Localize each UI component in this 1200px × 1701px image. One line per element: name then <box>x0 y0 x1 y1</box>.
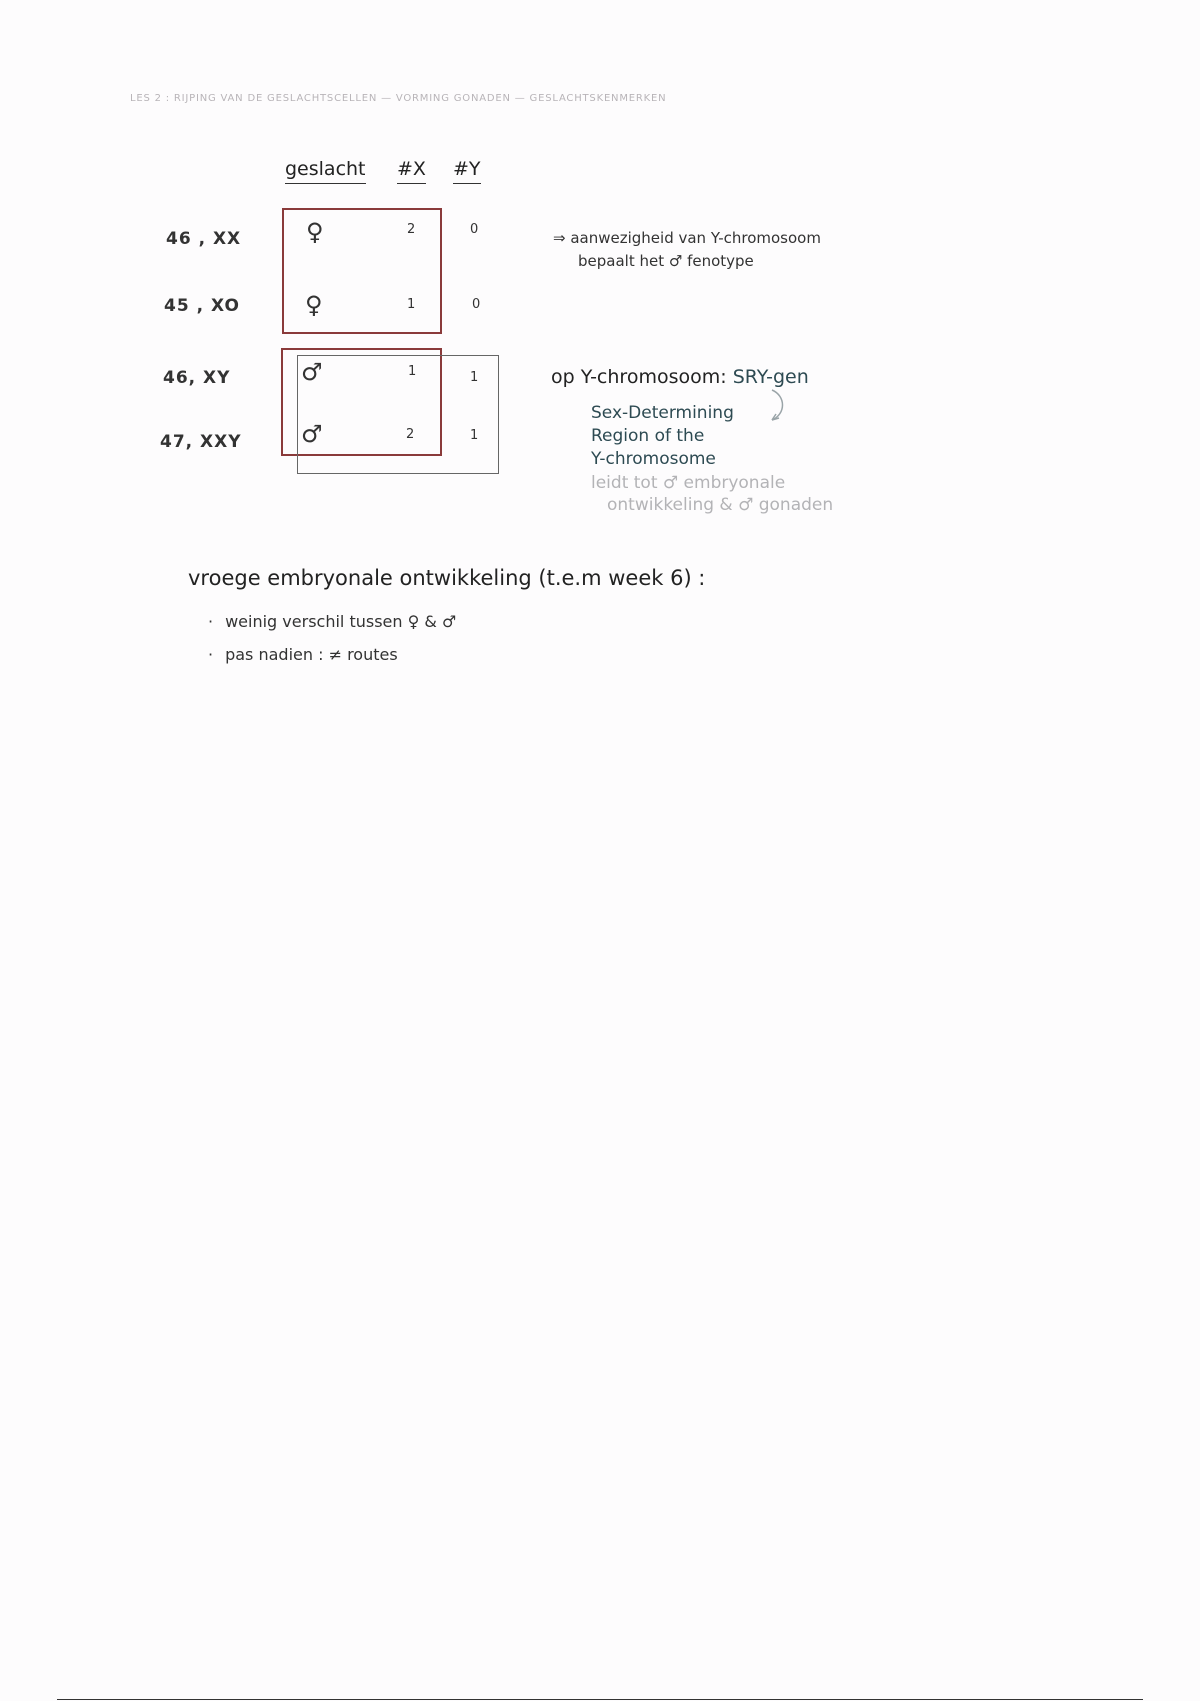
y-count: 0 <box>472 297 481 312</box>
karyotype-label: 45 , XO <box>164 296 240 316</box>
column-header-x-count: #X <box>397 158 426 184</box>
male-symbol-icon: ♂ <box>301 420 323 448</box>
curved-arrow-icon <box>764 388 798 428</box>
sry-gene-term: SRY-gen <box>732 366 809 388</box>
bullet-dot: · <box>208 612 214 631</box>
karyotype-label: 47, XXY <box>160 432 242 452</box>
column-header-sex: geslacht <box>285 158 366 184</box>
column-header-y-count: #Y <box>453 158 481 184</box>
bullet-dot: · <box>208 645 214 664</box>
list-item <box>208 645 398 664</box>
section-title: vroege embryonale ontwikkeling (t.e.m week 6) : <box>188 566 706 590</box>
sry-heading-prefix: op Y-chromosoom: <box>551 366 727 388</box>
x-count: 2 <box>406 427 415 442</box>
list-item <box>208 612 456 631</box>
karyotype-label: 46 , XX <box>166 229 242 249</box>
sry-consequence-line1: leidt tot ♂ embryonale <box>591 473 786 493</box>
x-count: 2 <box>407 222 416 237</box>
note-y-presence-line2: bepaalt het ♂ fenotype <box>578 252 754 270</box>
x-count: 1 <box>407 297 416 312</box>
list-item-text: weinig verschil tussen ♀ & ♂ <box>225 612 457 631</box>
female-symbol-icon: ♀ <box>306 218 324 246</box>
list-item-text: pas nadien : ≠ routes <box>225 645 398 664</box>
page-header: LES 2 : RIJPING VAN DE GESLACHTSCELLEN — VORMING GONADEN — GESLACHTSKENMERKEN <box>130 93 667 104</box>
female-symbol-icon: ♀ <box>305 291 323 319</box>
y-count: 1 <box>470 370 479 385</box>
sry-heading <box>551 366 809 388</box>
karyotype-label: 46, XY <box>163 368 231 388</box>
y-count: 0 <box>470 222 479 237</box>
male-symbol-icon: ♂ <box>301 358 323 386</box>
note-y-presence-line1: ⇒ aanwezigheid van Y-chromosoom <box>553 229 821 247</box>
y-chromosome-group-box <box>297 355 499 474</box>
sry-expansion-line3: Y-chromosome <box>591 449 716 469</box>
x-count: 1 <box>408 364 417 379</box>
sry-expansion-line1: Sex-Determining <box>591 403 734 423</box>
y-count: 1 <box>470 428 479 443</box>
sry-consequence-line2: ontwikkeling & ♂ gonaden <box>607 495 834 515</box>
sry-expansion-line2: Region of the <box>591 426 705 446</box>
